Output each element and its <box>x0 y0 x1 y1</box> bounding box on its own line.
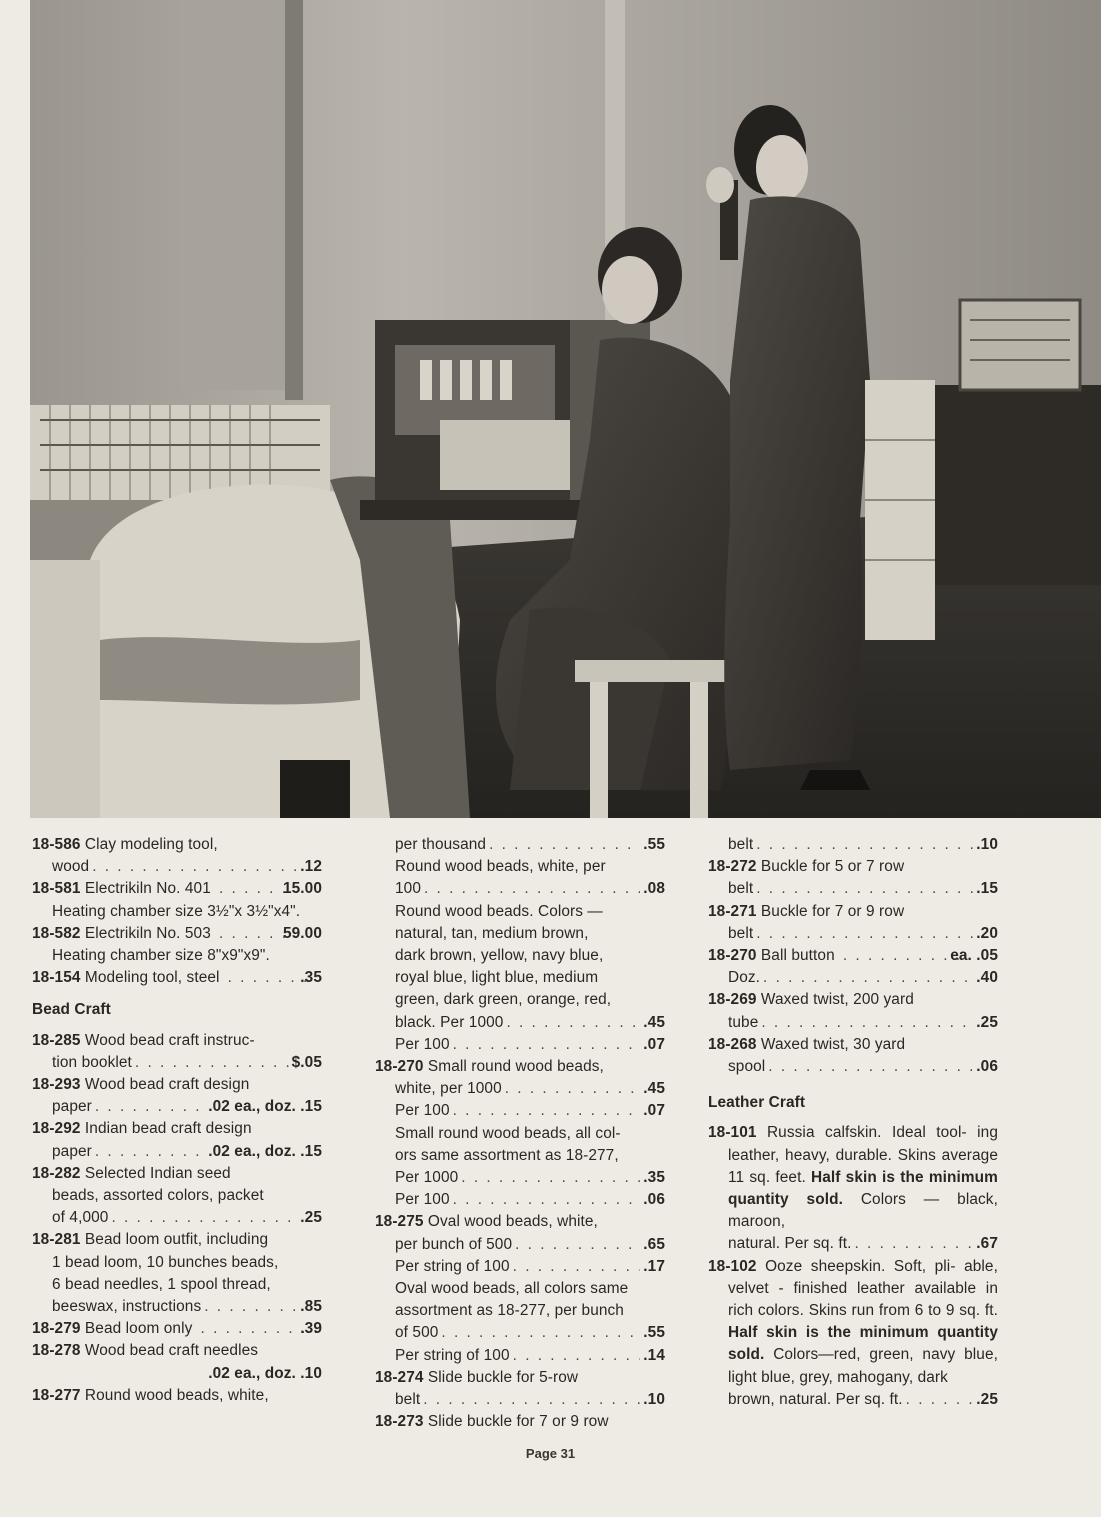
list-item-line: Per string of 100 . . . .17 <box>375 1256 665 1278</box>
list-item-line: of 500 . . . .55 <box>375 1322 665 1344</box>
list-item: 18-281 Bead loom outfit, including <box>32 1231 269 1249</box>
list-item: 18-101 Russia calfskin. Ideal tool- ing leather, heavy, durable. Skins average 11 sq. feet. Half skin is the minimum quantity sold. Colors — black, maroon, <box>708 1124 998 1231</box>
list-item-line: black. Per 1000 . . . .45 <box>375 1012 665 1034</box>
list-item-line: beads, assorted colors, packet <box>52 1187 264 1205</box>
list-item: 18-581 Electrikiln No. 401 . . . 15.00 <box>32 878 322 900</box>
list-item-line: ors same assortment as 18-277, <box>395 1146 619 1164</box>
list-item-line: belt . . . .10 <box>375 1389 665 1411</box>
catalog-column-3 <box>708 834 998 1411</box>
list-item-line: Round wood beads. Colors — <box>395 902 603 920</box>
list-item-line: belt . . . .15 <box>708 878 998 900</box>
list-item: 18-272 Buckle for 5 or 7 row <box>708 858 905 876</box>
weavers-photo <box>30 0 1101 818</box>
list-item-line: Per 100 . . . .06 <box>375 1189 665 1211</box>
list-item-line: Per string of 100 . . . .14 <box>375 1345 665 1367</box>
list-item-line: assortment as 18-277, per bunch <box>395 1302 624 1320</box>
list-item-line: wood . . . .12 <box>32 856 322 878</box>
list-item-line: 6 bead needles, 1 spool thread, <box>52 1275 271 1293</box>
list-item: 18-270 Ball button . . . ea. .05 <box>708 945 998 967</box>
section-heading-bead-craft: Bead Craft <box>32 1001 111 1019</box>
list-item-line: Oval wood beads, all colors same <box>395 1280 629 1298</box>
catalog-column-2 <box>375 834 665 1433</box>
list-item-line: 100 . . . .08 <box>375 878 665 900</box>
section-heading-leather-craft: Leather Craft <box>708 1094 806 1112</box>
list-item-line: natural, tan, medium brown, <box>395 924 589 942</box>
list-item-line: Heating chamber size 3½"x 3½"x4". <box>52 902 301 920</box>
list-item-line: spool . . . .06 <box>708 1056 998 1078</box>
list-item-line: 1 bead loom, 10 bunches beads, <box>52 1253 279 1271</box>
list-item: 18-102 Ooze sheepskin. Soft, pli- able, velvet - finished leather available in rich colors. Skins run from 6 to 9 sq. ft. Half skin is the minimum quantity sold. Colors—red, green, navy blue, light blue, grey, mahogany, dark <box>708 1257 998 1386</box>
list-item-line: tube . . . .25 <box>708 1012 998 1034</box>
catalog-columns <box>32 834 1032 1434</box>
list-item-line: .02 ea., doz. .10 <box>208 1364 322 1382</box>
list-item: 18-582 Electrikiln No. 503 . . . 59.00 <box>32 923 322 945</box>
list-item-line: of 4,000 . . . .25 <box>32 1207 322 1229</box>
list-item: 18-274 Slide buckle for 5-row <box>375 1368 579 1386</box>
list-item: 18-293 Wood bead craft design <box>32 1076 250 1094</box>
list-item-line: white, per 1000 . . . .45 <box>375 1078 665 1100</box>
list-item: 18-586 Clay modeling tool, <box>32 836 218 853</box>
list-item-line: paper . . . .02 ea., doz. .15 <box>32 1096 322 1118</box>
list-item-line: Per 100 . . . .07 <box>375 1100 665 1122</box>
list-item: 18-285 Wood bead craft instruc- <box>32 1031 255 1049</box>
list-item: 18-271 Buckle for 7 or 9 row <box>708 902 905 920</box>
list-item: 18-154 Modeling tool, steel . . . .35 <box>32 967 322 989</box>
list-item-line: Per 1000 . . . .35 <box>375 1167 665 1189</box>
list-item: 18-269 Waxed twist, 200 yard <box>708 991 914 1009</box>
list-item-line: Heating chamber size 8"x9"x9". <box>52 947 270 965</box>
list-item: 18-279 Bead loom only . . . .39 <box>32 1318 322 1340</box>
list-item-line: belt . . . .20 <box>708 923 998 945</box>
list-item: 18-292 Indian bead craft design <box>32 1120 252 1138</box>
list-item: 18-270 Small round wood beads, <box>375 1058 604 1076</box>
list-item-line: Round wood beads, white, per <box>395 858 606 876</box>
list-item-line: belt . . . .10 <box>708 834 998 856</box>
list-item-line: dark brown, yellow, navy blue, <box>395 947 604 965</box>
list-item: 18-268 Waxed twist, 30 yard <box>708 1035 906 1053</box>
list-item-line: brown, natural. Per sq. ft. . . . .25 <box>708 1389 998 1411</box>
list-item: 18-282 Selected Indian seed <box>32 1164 231 1182</box>
list-item: 18-278 Wood bead craft needles <box>32 1342 259 1360</box>
catalog-column-1 <box>32 834 322 1407</box>
list-item-line: per bunch of 500 . . . .65 <box>375 1234 665 1256</box>
list-item-line: per thousand . . . .55 <box>375 834 665 856</box>
list-item-line: Per 100 . . . .07 <box>375 1034 665 1056</box>
list-item: 18-273 Slide buckle for 7 or 9 row <box>375 1413 609 1431</box>
list-item: 18-275 Oval wood beads, white, <box>375 1213 598 1231</box>
list-item-line: natural. Per sq. ft. . . . .67 <box>708 1233 998 1255</box>
list-item-line: Small round wood beads, all col- <box>395 1124 621 1142</box>
list-item-line: Doz. . . . .40 <box>708 967 998 989</box>
page-number: Page 31 <box>525 1446 576 1461</box>
list-item-line: paper . . . .02 ea., doz. .15 <box>32 1141 322 1163</box>
list-item-line: royal blue, light blue, medium <box>395 969 599 987</box>
list-item-line: tion booklet . . . $.05 <box>32 1052 322 1074</box>
list-item: 18-277 Round wood beads, white, <box>32 1386 269 1404</box>
weavers-photo-icon <box>30 0 1101 818</box>
list-item-line: beeswax, instructions . . . .85 <box>32 1296 322 1318</box>
list-item-line: green, dark green, orange, red, <box>395 991 612 1009</box>
